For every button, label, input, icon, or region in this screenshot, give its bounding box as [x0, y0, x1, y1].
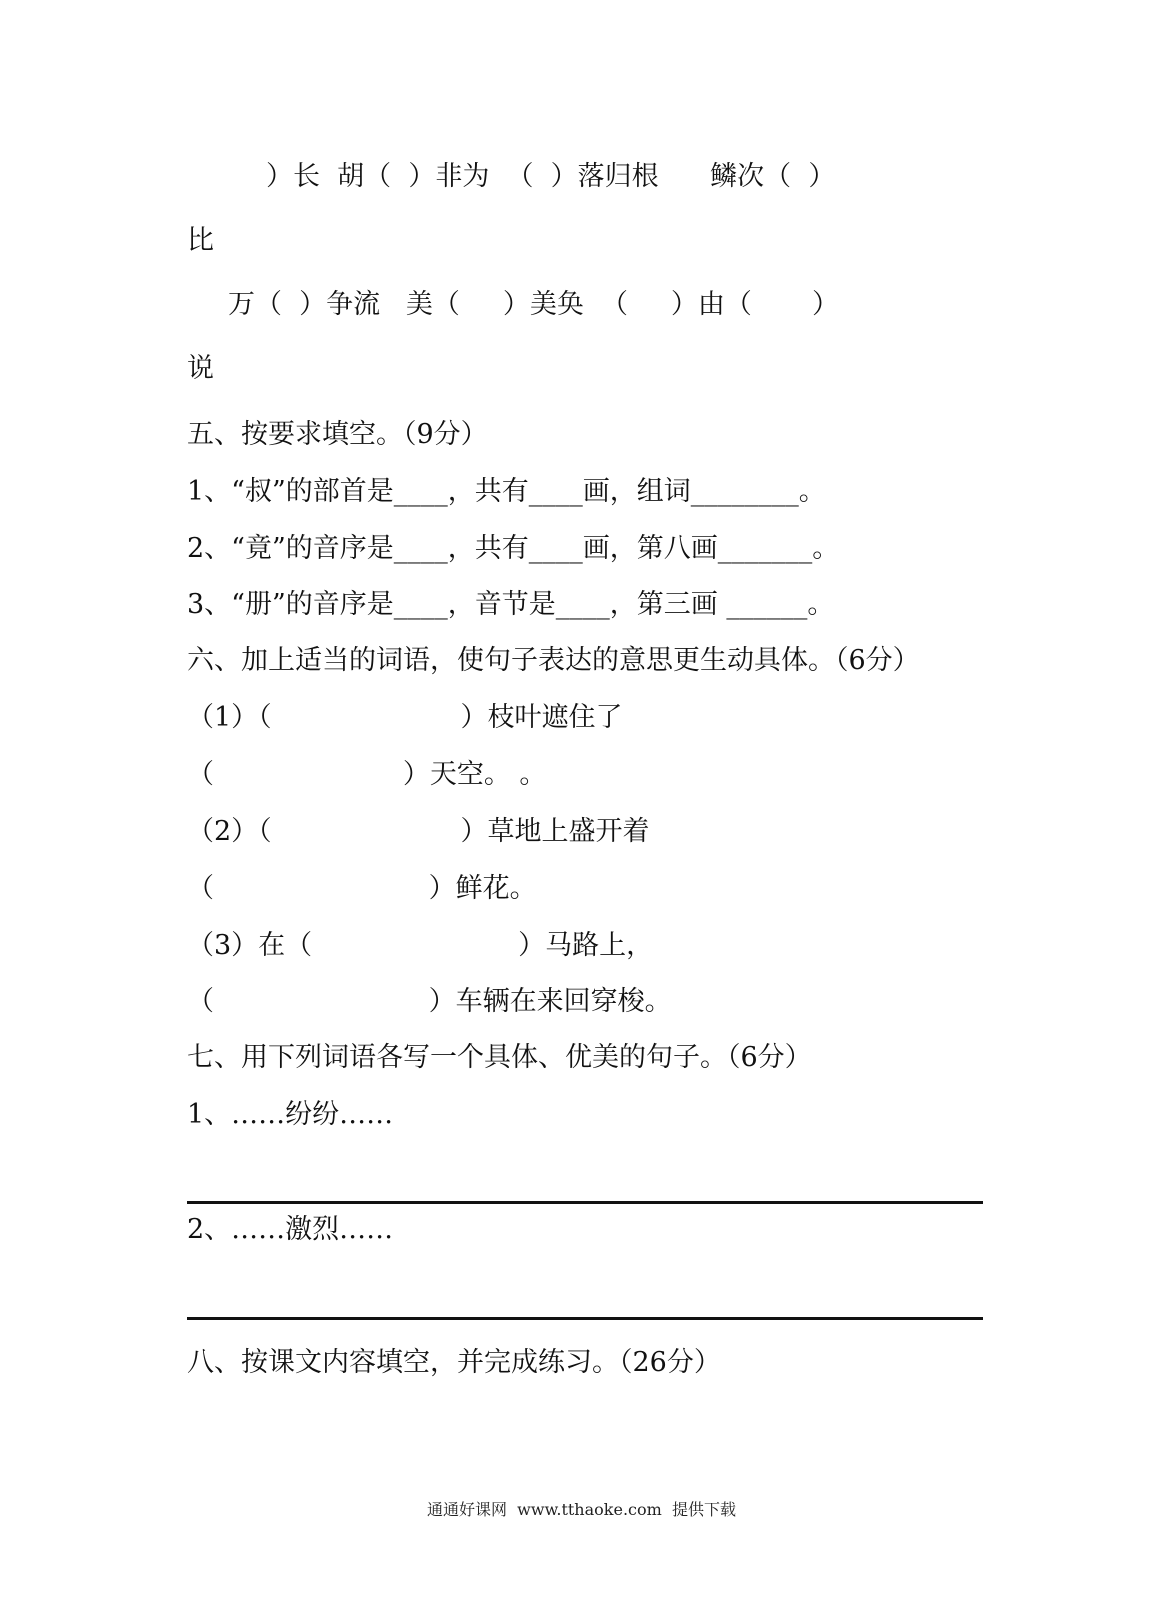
section-6-sentence-2b: （ ）鲜花。	[187, 873, 537, 904]
section-6-sentence-1b: （ ）天空。 。	[187, 759, 547, 790]
section-8-heading: 八、按课文内容填空，并完成练习。（26分）	[187, 1347, 721, 1378]
section-5-question-1: 1、“叔”的部首是____，共有____画，组词________。	[187, 476, 826, 507]
idiom-row-2-wrap: 说	[187, 353, 214, 384]
section-7-heading: 七、用下列词语各写一个具体、优美的句子。（6分）	[187, 1042, 812, 1073]
idiom-row-2: 万（ ）争流 美（ ）美奂 （ ）由（ ）	[228, 289, 839, 320]
footer-source: 通通好课网 www.tthaoke.com 提供下载	[427, 1500, 736, 1519]
section-6-sentence-2a: （2）（ ）草地上盛开着	[187, 816, 650, 847]
section-7-item-2: 2、……激烈……	[187, 1214, 394, 1245]
section-5-heading: 五、按要求填空。（9分）	[187, 419, 488, 450]
section-6-sentence-1a: （1）（ ）枝叶遮住了	[187, 702, 623, 733]
answer-line-1	[187, 1201, 983, 1204]
idiom-row-1: ）长 胡（ ）非为 （ ）落归根 鳞次（ ）	[266, 161, 836, 192]
section-5-question-3: 3、“册”的音序是____，音节是____，第三画 ______。	[187, 589, 835, 620]
section-6-sentence-3b: （ ）车辆在来回穿梭。	[187, 986, 672, 1017]
idiom-row-1-wrap: 比	[187, 225, 214, 256]
section-6-sentence-3a: （3）在（ ）马路上，	[187, 930, 654, 961]
section-5-question-2: 2、“竟”的音序是____，共有____画，第八画_______。	[187, 533, 840, 564]
section-6-heading: 六、加上适当的词语，使句子表达的意思更生动具体。（6分）	[187, 645, 920, 676]
answer-line-2	[187, 1317, 983, 1320]
section-7-item-1: 1、……纷纷……	[187, 1099, 394, 1130]
